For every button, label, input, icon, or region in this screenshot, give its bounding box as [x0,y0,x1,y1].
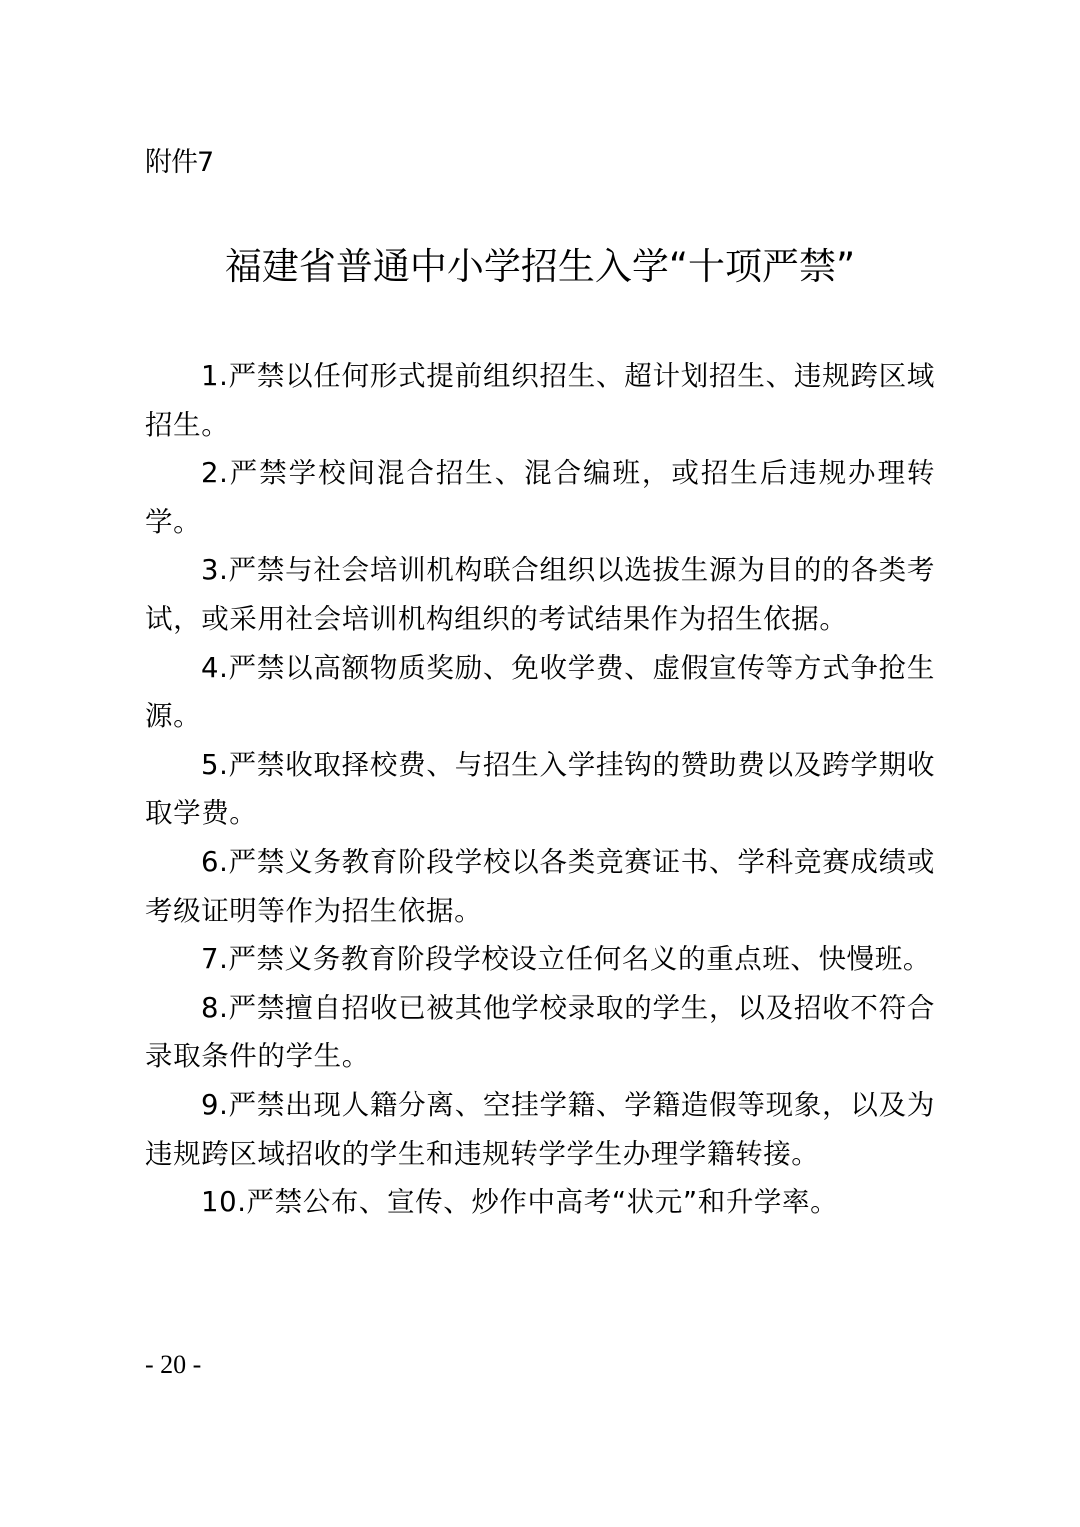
prohibition-item-2: 2.严禁学校间混合招生、混合编班，或招生后违规办理转学。 [145,457,935,538]
prohibition-item-10: 10.严禁公布、宣传、炒作中高考“状元”和升学率。 [201,1186,839,1219]
prohibitions-list [145,352,935,1227]
document-title: 福建省普通中小学招生入学“十项严禁” [224,245,856,288]
attachment-label: 附件7 [145,147,214,178]
prohibition-item-3: 3.严禁与社会培训机构联合组织以选拔生源为目的的各类考试，或采用社会培训机构组织的考试结果作为招生依据。 [145,554,935,635]
prohibition-item-4: 4.严禁以高额物质奖励、免收学费、虚假宣传等方式争抢生源。 [145,651,935,733]
prohibition-item-1: 1.严禁以任何形式提前组织招生、超计划招生、违规跨区域招生。 [145,360,935,441]
prohibition-item-6: 6.严禁义务教育阶段学校以各类竞赛证书、学科竞赛成绩或考级证明等作为招生依据。 [145,845,935,927]
page-number: - 20 - [145,1350,202,1379]
prohibition-item-5: 5.严禁收取择校费、与招生入学挂钩的赞助费以及跨学期收取学费。 [145,748,935,830]
prohibition-item-9: 9.严禁出现人籍分离、空挂学籍、学籍造假等现象，以及为违规跨区域招收的学生和违规转学学生办理学籍转接。 [145,1088,935,1170]
prohibition-item-7: 7.严禁义务教育阶段学校设立任何名义的重点班、快慢班。 [201,943,931,976]
prohibition-item-8: 8.严禁擅自招收已被其他学校录取的学生，以及招收不符合录取条件的学生。 [145,991,935,1073]
